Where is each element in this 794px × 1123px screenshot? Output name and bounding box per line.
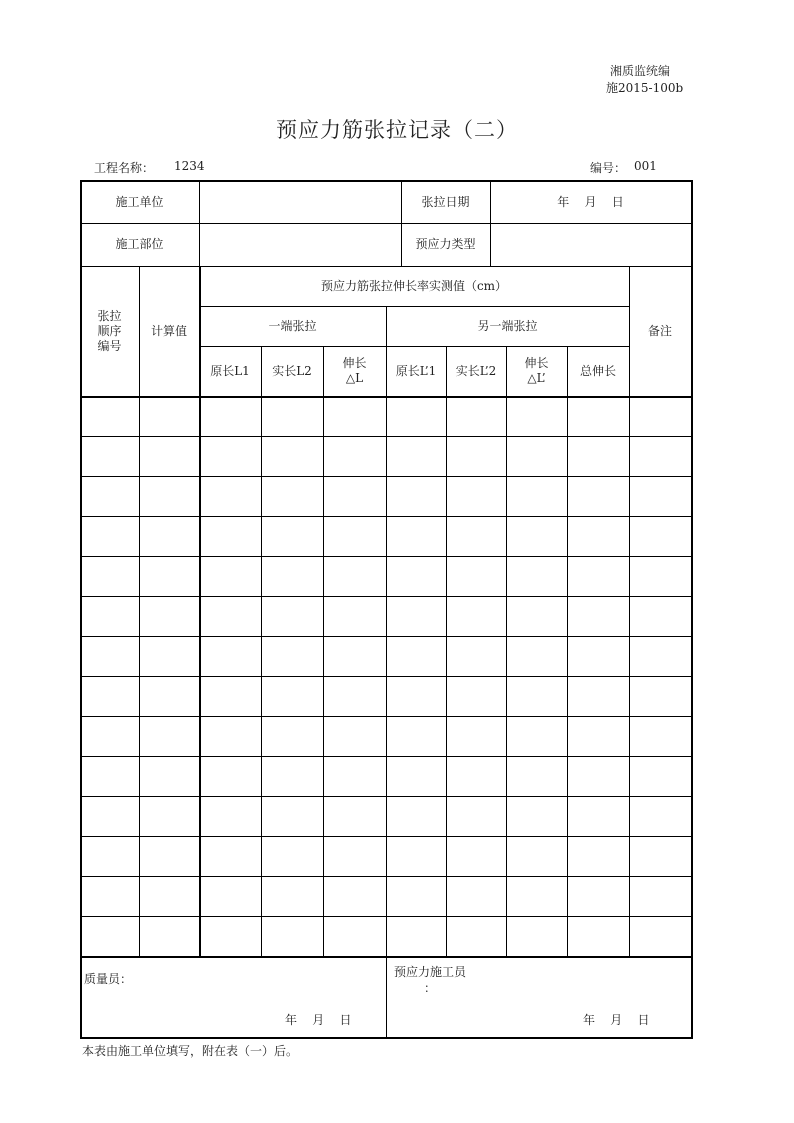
table-cell[interactable] [631,758,690,795]
table-cell[interactable] [201,478,260,515]
table-cell[interactable] [201,798,260,835]
table-cell[interactable] [508,678,566,715]
grid-line [80,756,691,757]
table-cell[interactable] [508,518,566,555]
grid-line [80,596,691,597]
table-cell[interactable] [325,918,385,955]
table-cell[interactable] [325,878,385,915]
prestress-type-field[interactable] [490,223,691,266]
grid-line [261,346,262,956]
table-cell[interactable] [631,678,690,715]
table-cell[interactable] [141,598,198,635]
table-cell[interactable] [325,718,385,755]
table-cell[interactable] [569,598,628,635]
grid-line [80,180,693,182]
grid-line [199,180,200,266]
grid-line [80,266,691,267]
table-cell[interactable] [569,878,628,915]
elongation-delta-l-prime-header: 伸长 △L’ [524,356,549,385]
table-cell[interactable] [631,598,690,635]
prestress-worker-colon: ： [424,981,437,995]
table-cell[interactable] [141,718,198,755]
table-cell[interactable] [448,638,505,675]
table-cell[interactable] [508,598,566,635]
prestress-worker-date[interactable]: 年 月 日 [583,1013,650,1027]
table-cell[interactable] [201,438,260,475]
table-cell[interactable] [569,438,628,475]
table-cell[interactable] [82,678,138,715]
table-cell[interactable] [448,918,505,955]
sequence-header-line3: 编号 [97,338,122,353]
table-cell[interactable] [82,438,138,475]
table-cell[interactable] [263,438,322,475]
prestress-worker-label: 预应力施工员 [394,965,467,979]
table-cell[interactable] [201,878,260,915]
table-cell[interactable] [82,518,138,555]
grid-line [80,223,691,224]
table-cell[interactable] [569,518,628,555]
measured-elongation-header: 预应力筋张拉伸长率实测值（cm） [320,278,508,293]
one-end-tension-header: 一端张拉 [268,318,317,333]
table-cell[interactable] [388,398,445,435]
table-cell[interactable] [631,518,690,555]
table-cell[interactable] [388,598,445,635]
table-cell[interactable] [82,918,138,955]
table-cell[interactable] [508,638,566,675]
grid-line [80,436,691,437]
table-cell[interactable] [569,718,628,755]
calculated-value-header: 计算值 [150,323,187,338]
grid-line [80,516,691,517]
table-cell[interactable] [388,798,445,835]
table-cell[interactable] [508,878,566,915]
table-cell[interactable] [141,758,198,795]
table-cell[interactable] [569,798,628,835]
table-cell[interactable] [569,678,628,715]
table-cell[interactable] [263,718,322,755]
table-cell[interactable] [82,598,138,635]
quality-officer-label: 质量员： [84,972,133,986]
table-cell[interactable] [263,678,322,715]
sequence-header-line2: 顺序 [97,323,122,338]
table-cell[interactable] [82,758,138,795]
table-cell[interactable] [388,758,445,795]
table-cell[interactable] [263,838,322,875]
grid-line [323,346,324,956]
table-cell[interactable] [325,758,385,795]
grid-line [80,476,691,477]
table-cell[interactable] [569,558,628,595]
grid-line [80,796,691,797]
grid-line [80,180,82,1039]
grid-line [80,836,691,837]
table-cell[interactable] [508,438,566,475]
table-cell[interactable] [82,558,138,595]
table-cell[interactable] [569,918,628,955]
remarks-header: 备注 [647,323,672,338]
table-cell[interactable] [263,918,322,955]
table-cell[interactable] [263,758,322,795]
table-cell[interactable] [325,638,385,675]
table-cell[interactable] [201,398,260,435]
table-cell[interactable] [263,478,322,515]
grid-line [691,180,693,1039]
table-cell[interactable] [201,838,260,875]
table-cell[interactable] [388,638,445,675]
table-cell[interactable] [631,838,690,875]
table-cell[interactable] [631,478,690,515]
table-cell[interactable] [141,398,198,435]
sequence-number-header [80,266,139,396]
table-cell[interactable] [141,558,198,595]
grid-line [446,346,447,956]
tension-date-field[interactable]: 年 月 日 [557,194,624,209]
grid-line [386,956,387,1037]
construction-unit-field[interactable] [199,181,401,223]
grid-line [199,306,629,307]
total-elongation-header: 总伸长 [579,363,616,378]
grid-line [80,716,691,717]
grid-line [139,266,140,956]
grid-line [401,180,402,266]
table-cell[interactable] [325,558,385,595]
table-cell[interactable] [388,478,445,515]
table-cell[interactable] [448,398,505,435]
footnote: 本表由施工单位填写，附在表（一）后。 [82,1044,299,1058]
table-cell[interactable] [325,798,385,835]
table-cell[interactable] [263,558,322,595]
table-cell[interactable] [448,518,505,555]
grid-line [506,346,507,956]
table-cell[interactable] [631,398,690,435]
table-cell[interactable] [388,918,445,955]
table-cell[interactable] [201,718,260,755]
table-cell[interactable] [569,398,628,435]
table-cell[interactable] [325,398,385,435]
table-cell[interactable] [263,878,322,915]
table-cell[interactable] [631,438,690,475]
elongation-delta-l-header: 伸长 △L [342,356,367,385]
grid-line [386,306,387,956]
table-cell[interactable] [201,638,260,675]
table-cell[interactable] [82,718,138,755]
table-cell[interactable] [82,878,138,915]
table-cell[interactable] [141,878,198,915]
table-cell[interactable] [263,798,322,835]
table-cell[interactable] [141,638,198,675]
table-cell[interactable] [508,718,566,755]
table-cell[interactable] [82,478,138,515]
table-cell[interactable] [631,638,690,675]
table-cell[interactable] [82,798,138,835]
table-cell[interactable] [448,438,505,475]
table-cell[interactable] [448,798,505,835]
grid-line [199,346,629,347]
table-cell[interactable] [388,678,445,715]
table-cell[interactable] [388,838,445,875]
table-cell[interactable] [201,598,260,635]
original-length-l1-prime-header: 原长L’1 [395,363,437,378]
table-cell[interactable] [508,758,566,795]
table-cell[interactable] [448,598,505,635]
actual-length-l2-prime-header: 实长L’2 [455,363,497,378]
table-cell[interactable] [141,918,198,955]
construction-part-label: 施工部位 [115,237,164,251]
quality-officer-date[interactable]: 年 月 日 [285,1013,352,1027]
table-cell[interactable] [569,838,628,875]
page-title: 预应力筋张拉记录（二） [276,118,518,142]
grid-line [199,266,201,956]
table-cell[interactable] [388,878,445,915]
table-cell[interactable] [569,478,628,515]
table-cell[interactable] [631,918,690,955]
grid-line [80,396,691,398]
tension-date-label: 张拉日期 [421,194,470,209]
table-cell[interactable] [82,398,138,435]
table-cell[interactable] [325,518,385,555]
table-cell[interactable] [631,798,690,835]
grid-line [80,636,691,637]
table-cell[interactable] [448,878,505,915]
table-cell[interactable] [325,478,385,515]
number-value[interactable]: 001 [634,159,657,173]
project-name-label: 工程名称： [94,161,155,175]
table-cell[interactable] [508,398,566,435]
grid-line [80,1037,693,1039]
table-cell[interactable] [141,678,198,715]
table-cell[interactable] [448,718,505,755]
table-cell[interactable] [388,518,445,555]
table-cell[interactable] [201,758,260,795]
table-cell[interactable] [201,918,260,955]
table-cell[interactable] [631,718,690,755]
table-cell[interactable] [263,398,322,435]
table-cell[interactable] [141,838,198,875]
table-cell[interactable] [325,598,385,635]
form-code-line1: 湘质监统编 [610,64,671,78]
table-cell[interactable] [141,518,198,555]
table-cell[interactable] [388,718,445,755]
original-length-l1-header: 原长L1 [210,363,250,378]
table-cell[interactable] [508,798,566,835]
grid-line [629,266,630,956]
table-cell[interactable] [141,478,198,515]
table-cell[interactable] [141,438,198,475]
table-cell[interactable] [508,918,566,955]
table-cell[interactable] [508,838,566,875]
table-cell[interactable] [82,838,138,875]
grid-line [567,346,568,956]
table-cell[interactable] [448,558,505,595]
table-cell[interactable] [201,558,260,595]
grid-line [80,556,691,557]
table-cell[interactable] [388,558,445,595]
table-cell[interactable] [388,438,445,475]
grid-line [80,876,691,877]
other-end-tension-header: 另一端张拉 [477,318,538,333]
table-cell[interactable] [448,678,505,715]
project-name-value[interactable]: 1234 [174,159,205,173]
table-cell[interactable] [201,518,260,555]
table-cell[interactable] [508,558,566,595]
table-cell[interactable] [631,878,690,915]
construction-part-field[interactable] [199,223,401,266]
table-cell[interactable] [325,678,385,715]
table-cell[interactable] [263,598,322,635]
table-cell[interactable] [263,518,322,555]
table-cell[interactable] [448,478,505,515]
table-cell[interactable] [325,438,385,475]
table-cell[interactable] [631,558,690,595]
grid-line [80,916,691,917]
construction-unit-label: 施工单位 [115,194,164,209]
table-cell[interactable] [201,678,260,715]
table-cell[interactable] [141,798,198,835]
table-cell[interactable] [448,838,505,875]
table-cell[interactable] [448,758,505,795]
number-label: 编号： [590,161,627,175]
table-cell[interactable] [569,638,628,675]
form-code-line2: 施2015-100b [606,81,684,95]
grid-line [80,676,691,677]
prestress-type-label: 预应力类型 [415,237,476,251]
actual-length-l2-header: 实长L2 [272,363,312,378]
table-cell[interactable] [82,638,138,675]
sequence-header-line1: 张拉 [97,308,122,323]
table-cell[interactable] [508,478,566,515]
table-cell[interactable] [569,758,628,795]
grid-line [490,180,491,266]
table-cell[interactable] [325,838,385,875]
table-cell[interactable] [263,638,322,675]
